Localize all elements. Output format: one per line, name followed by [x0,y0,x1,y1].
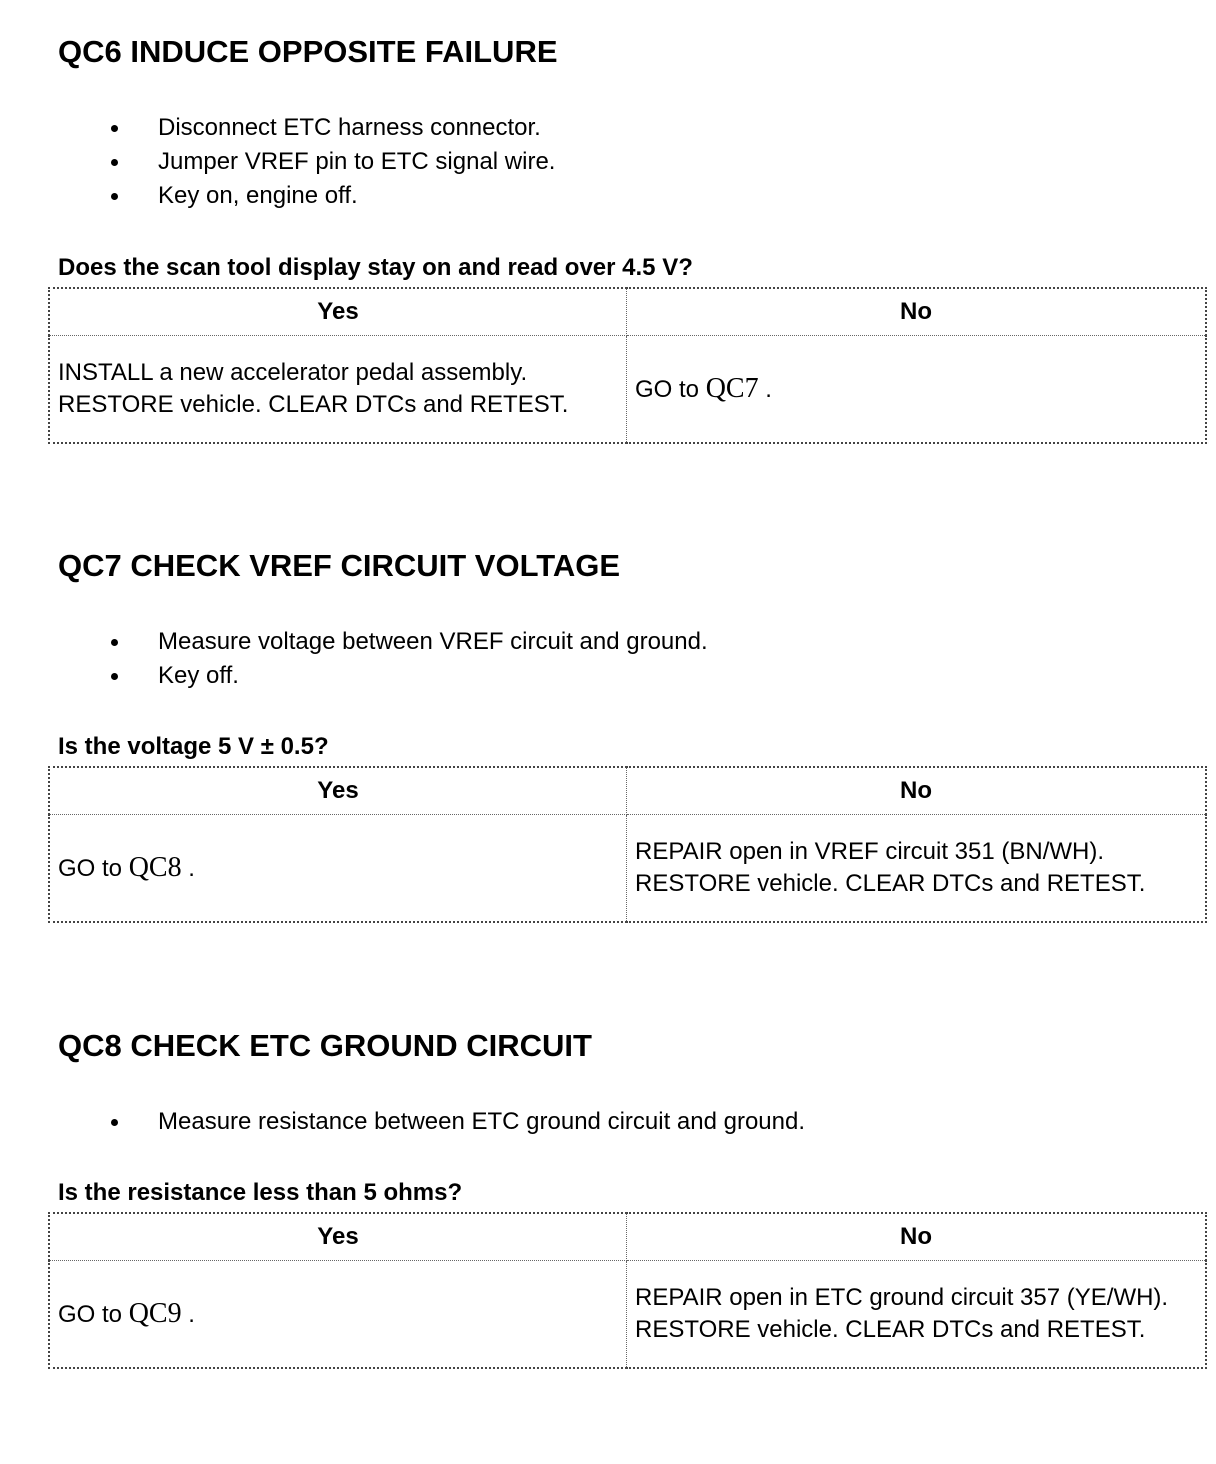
goto-step-link[interactable]: QC8 [128,851,182,883]
goto-suffix: . [765,375,772,403]
question: Does the scan tool display stay on and read over 4.5 V? [58,254,693,281]
step-text: Disconnect ETC harness connector. [158,114,541,141]
goto-step-link[interactable]: QC7 [705,372,759,404]
section-heading: QC7 CHECK VREF CIRCUIT VOLTAGE [58,548,621,583]
answer-table [48,287,1207,444]
bullet-icon [111,673,118,680]
step-text: Measure resistance between ETC ground circuit and ground. [158,1108,806,1135]
bullet-icon [111,639,118,646]
section-heading: QC8 CHECK ETC GROUND CIRCUIT [58,1028,592,1063]
bullet-icon [111,193,118,200]
no-cell: REPAIR open in ETC ground circuit 357 (YE/WH). RESTORE vehicle. CLEAR DTCs and RETEST. [627,1261,1207,1369]
no-cell [627,336,1207,444]
step-text: Key off. [158,662,239,689]
goto-suffix: . [188,854,195,882]
bullet-icon [111,159,118,166]
step-text: Key on, engine off. [158,182,358,209]
question: Is the resistance less than 5 ohms? [58,1179,463,1206]
yes-header: Yes [49,1213,627,1261]
bullet-icon [111,125,118,132]
goto-prefix: GO to [58,1300,123,1328]
answer-table [48,766,1207,923]
yes-cell [49,815,627,923]
question: Is the voltage 5 V ± 0.5? [58,733,329,760]
yes-cell: INSTALL a new accelerator pedal assembly. RESTORE vehicle. CLEAR DTCs and RETEST. [49,336,627,444]
step-text: Jumper VREF pin to ETC signal wire. [158,148,556,175]
step-text: Measure voltage between VREF circuit and ground. [158,628,708,655]
table-header-row [49,288,1206,336]
table-row [49,815,1206,923]
bullet-icon [111,1119,118,1126]
table-header-row [49,1213,1206,1261]
section-heading: QC6 INDUCE OPPOSITE FAILURE [58,34,558,69]
yes-cell [49,1261,627,1369]
table-row [49,1261,1206,1369]
no-cell: REPAIR open in VREF circuit 351 (BN/WH). RESTORE vehicle. CLEAR DTCs and RETEST. [627,815,1207,923]
goto-step-link[interactable]: QC9 [128,1297,182,1329]
no-header: No [627,1213,1207,1261]
answer-table [48,1212,1207,1369]
table-row [49,336,1206,444]
goto-prefix: GO to [635,375,700,403]
goto-suffix: . [188,1300,195,1328]
goto-prefix: GO to [58,854,123,882]
yes-header: Yes [49,767,627,815]
table-header-row [49,767,1206,815]
no-header: No [627,288,1207,336]
no-header: No [627,767,1207,815]
yes-header: Yes [49,288,627,336]
